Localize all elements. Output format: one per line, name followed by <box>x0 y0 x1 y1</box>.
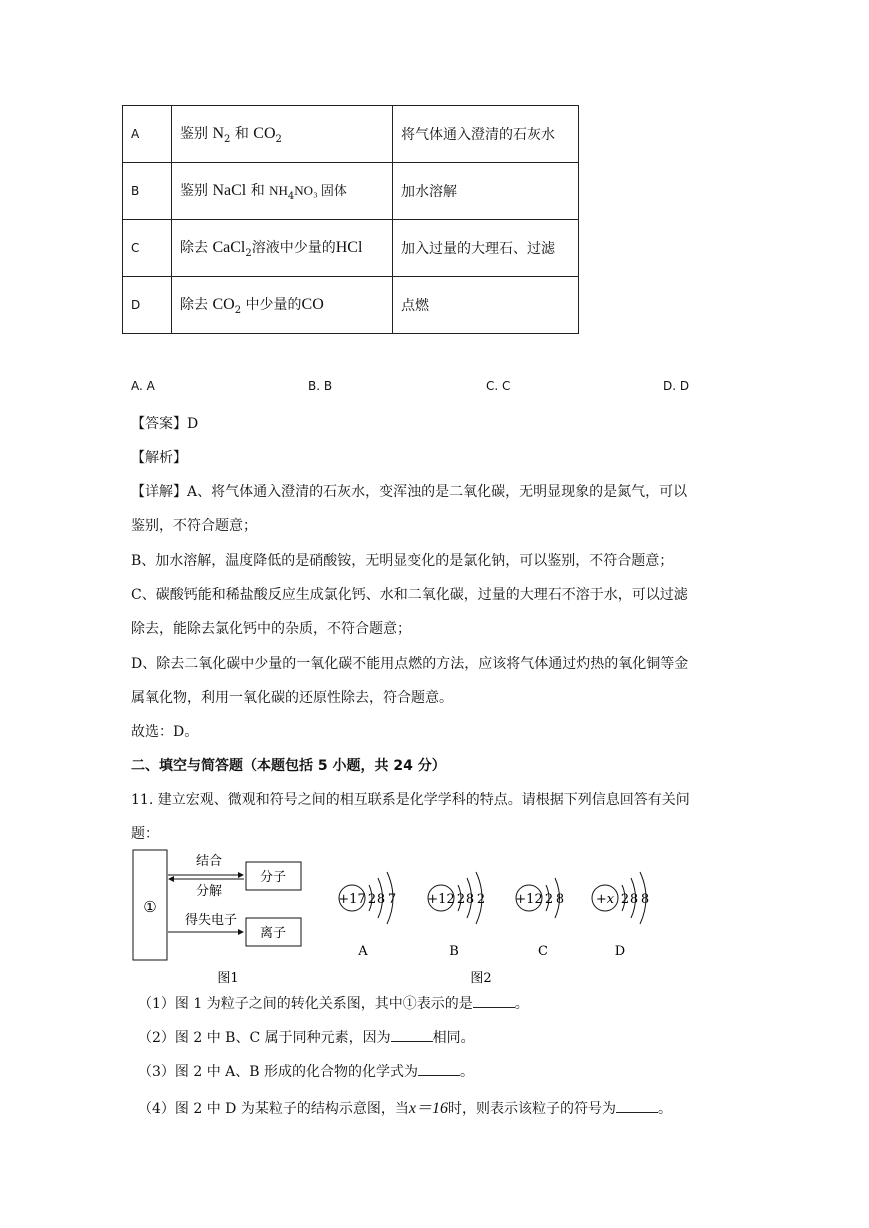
row-letter: A <box>123 106 172 163</box>
svg-text:7: 7 <box>387 892 397 907</box>
subquestion-1: （1）图 1 为粒子之间的转化关系图，其中①表示的是 。 <box>138 996 529 1012</box>
figure-diagram <box>131 845 656 985</box>
table-row <box>123 163 579 220</box>
explanation-line: D、除去二氧化碳中少量的一氧化碳不能用点燃的方法，应该将气体通过灼热的氧化铜等金 <box>131 656 689 672</box>
row-purpose: 鉴别 NaCl 和 $NH_4NO_3$ 固体 <box>172 163 393 220</box>
combine-label: 结合 <box>195 854 223 869</box>
svg-text:D: D <box>614 944 626 959</box>
svg-text:+17: +17 <box>338 892 366 907</box>
explanation-line: 鉴别，不符合题意； <box>131 518 257 534</box>
subquestion-3: （3）图 2 中 A、B 形成的化合物的化学式为 。 <box>138 1064 475 1080</box>
row-method: 将气体通入澄清的石灰水 <box>393 106 579 163</box>
svg-text:+12: +12 <box>427 892 455 907</box>
choice-a: A. A <box>131 379 155 393</box>
molecule-label: 分子 <box>259 870 287 885</box>
svg-text:2: 2 <box>620 892 630 907</box>
subquestion-4: （4）图 2 中 D 为某粒子的结构示意图，当x＝16时，则表示该粒子的符号为 。 <box>138 1100 672 1117</box>
section-title: 二、填空与简答题（本题包括 5 小题，共 24 分） <box>131 758 446 774</box>
choice-d: D. D <box>663 379 690 393</box>
gain-lose-label: 得失电子 <box>184 913 238 928</box>
svg-text:+x: +x <box>595 892 615 907</box>
svg-text:C: C <box>538 944 548 959</box>
ion-label: 离子 <box>259 926 287 941</box>
answer-line: 【答案】D <box>131 416 199 432</box>
row-method: 加水溶解 <box>393 163 579 220</box>
svg-text:2: 2 <box>476 892 486 907</box>
row-letter: C <box>123 220 172 277</box>
answer-blank[interactable] <box>391 1029 433 1042</box>
explanation-line: 故选：D。 <box>131 724 199 740</box>
circle-one-label: ① <box>143 898 157 916</box>
row-purpose: 鉴别 $N_2$ 和 $CO_2$ <box>172 106 393 163</box>
figure1-caption: 图1 <box>217 971 239 985</box>
row-method: 加入过量的大理石、过滤 <box>393 220 579 277</box>
subquestion-2: （2）图 2 中 B、C 属于同种元素，因为 相同。 <box>138 1030 475 1046</box>
svg-text:8: 8 <box>555 892 565 907</box>
svg-text:8: 8 <box>465 892 475 907</box>
atom-d <box>592 872 649 959</box>
svg-text:2: 2 <box>456 892 466 907</box>
atom-a <box>338 872 396 959</box>
question-11-line: 11. 建立宏观、微观和符号之间的相互联系是化学学科的特点。请根据下列信息回答有关问 <box>131 792 690 808</box>
row-method: 点燃 <box>393 277 579 334</box>
choice-c: C. C <box>486 379 511 393</box>
question-11-line: 题： <box>131 826 159 842</box>
atom-c <box>515 878 564 959</box>
svg-text:8: 8 <box>629 892 639 907</box>
answer-blank[interactable] <box>418 1063 460 1076</box>
row-letter: D <box>123 277 172 334</box>
row-letter: B <box>123 163 172 220</box>
options-table <box>122 105 579 334</box>
explanation-line: B、加水溶解，温度降低的是硝酸铵，无明显变化的是氯化钠，可以鉴别，不符合题意； <box>131 553 674 569</box>
choice-b: B. B <box>308 379 333 393</box>
svg-text:B: B <box>449 944 459 959</box>
answer-blank[interactable] <box>616 1100 658 1113</box>
table-row <box>123 277 579 334</box>
svg-text:+12: +12 <box>515 892 543 907</box>
figure2-caption: 图2 <box>470 971 492 985</box>
svg-text:2: 2 <box>367 892 377 907</box>
explanation-line: 【详解】A、将气体通入澄清的石灰水，变浑浊的是二氧化碳，无明显现象的是氮气，可以 <box>131 484 688 500</box>
explanation-line: C、碳酸钙能和稀盐酸反应生成氯化钙、水和二氧化碳，过量的大理石不溶于水，可以过滤 <box>131 587 688 603</box>
svg-text:8: 8 <box>640 892 650 907</box>
svg-text:8: 8 <box>376 892 386 907</box>
q4-formula: x＝16 <box>408 1100 448 1117</box>
decompose-label: 分解 <box>195 884 223 899</box>
row-purpose: 除去 CaCl$_2$溶液中少量的HCl <box>172 220 393 277</box>
explanation-line: 除去，能除去氯化钙中的杂质，不符合题意； <box>131 621 411 637</box>
svg-text:2: 2 <box>544 892 554 907</box>
analysis-title: 【解析】 <box>131 450 187 466</box>
table-row <box>123 220 579 277</box>
atom-b <box>427 872 485 959</box>
svg-text:A: A <box>358 944 368 959</box>
table-row <box>123 106 579 163</box>
row-purpose: 除去 $CO_2$ 中少量的CO <box>172 277 393 334</box>
answer-blank[interactable] <box>473 995 515 1008</box>
explanation-line: 属氧化物，利用一氧化碳的还原性除去，符合题意。 <box>131 690 453 706</box>
